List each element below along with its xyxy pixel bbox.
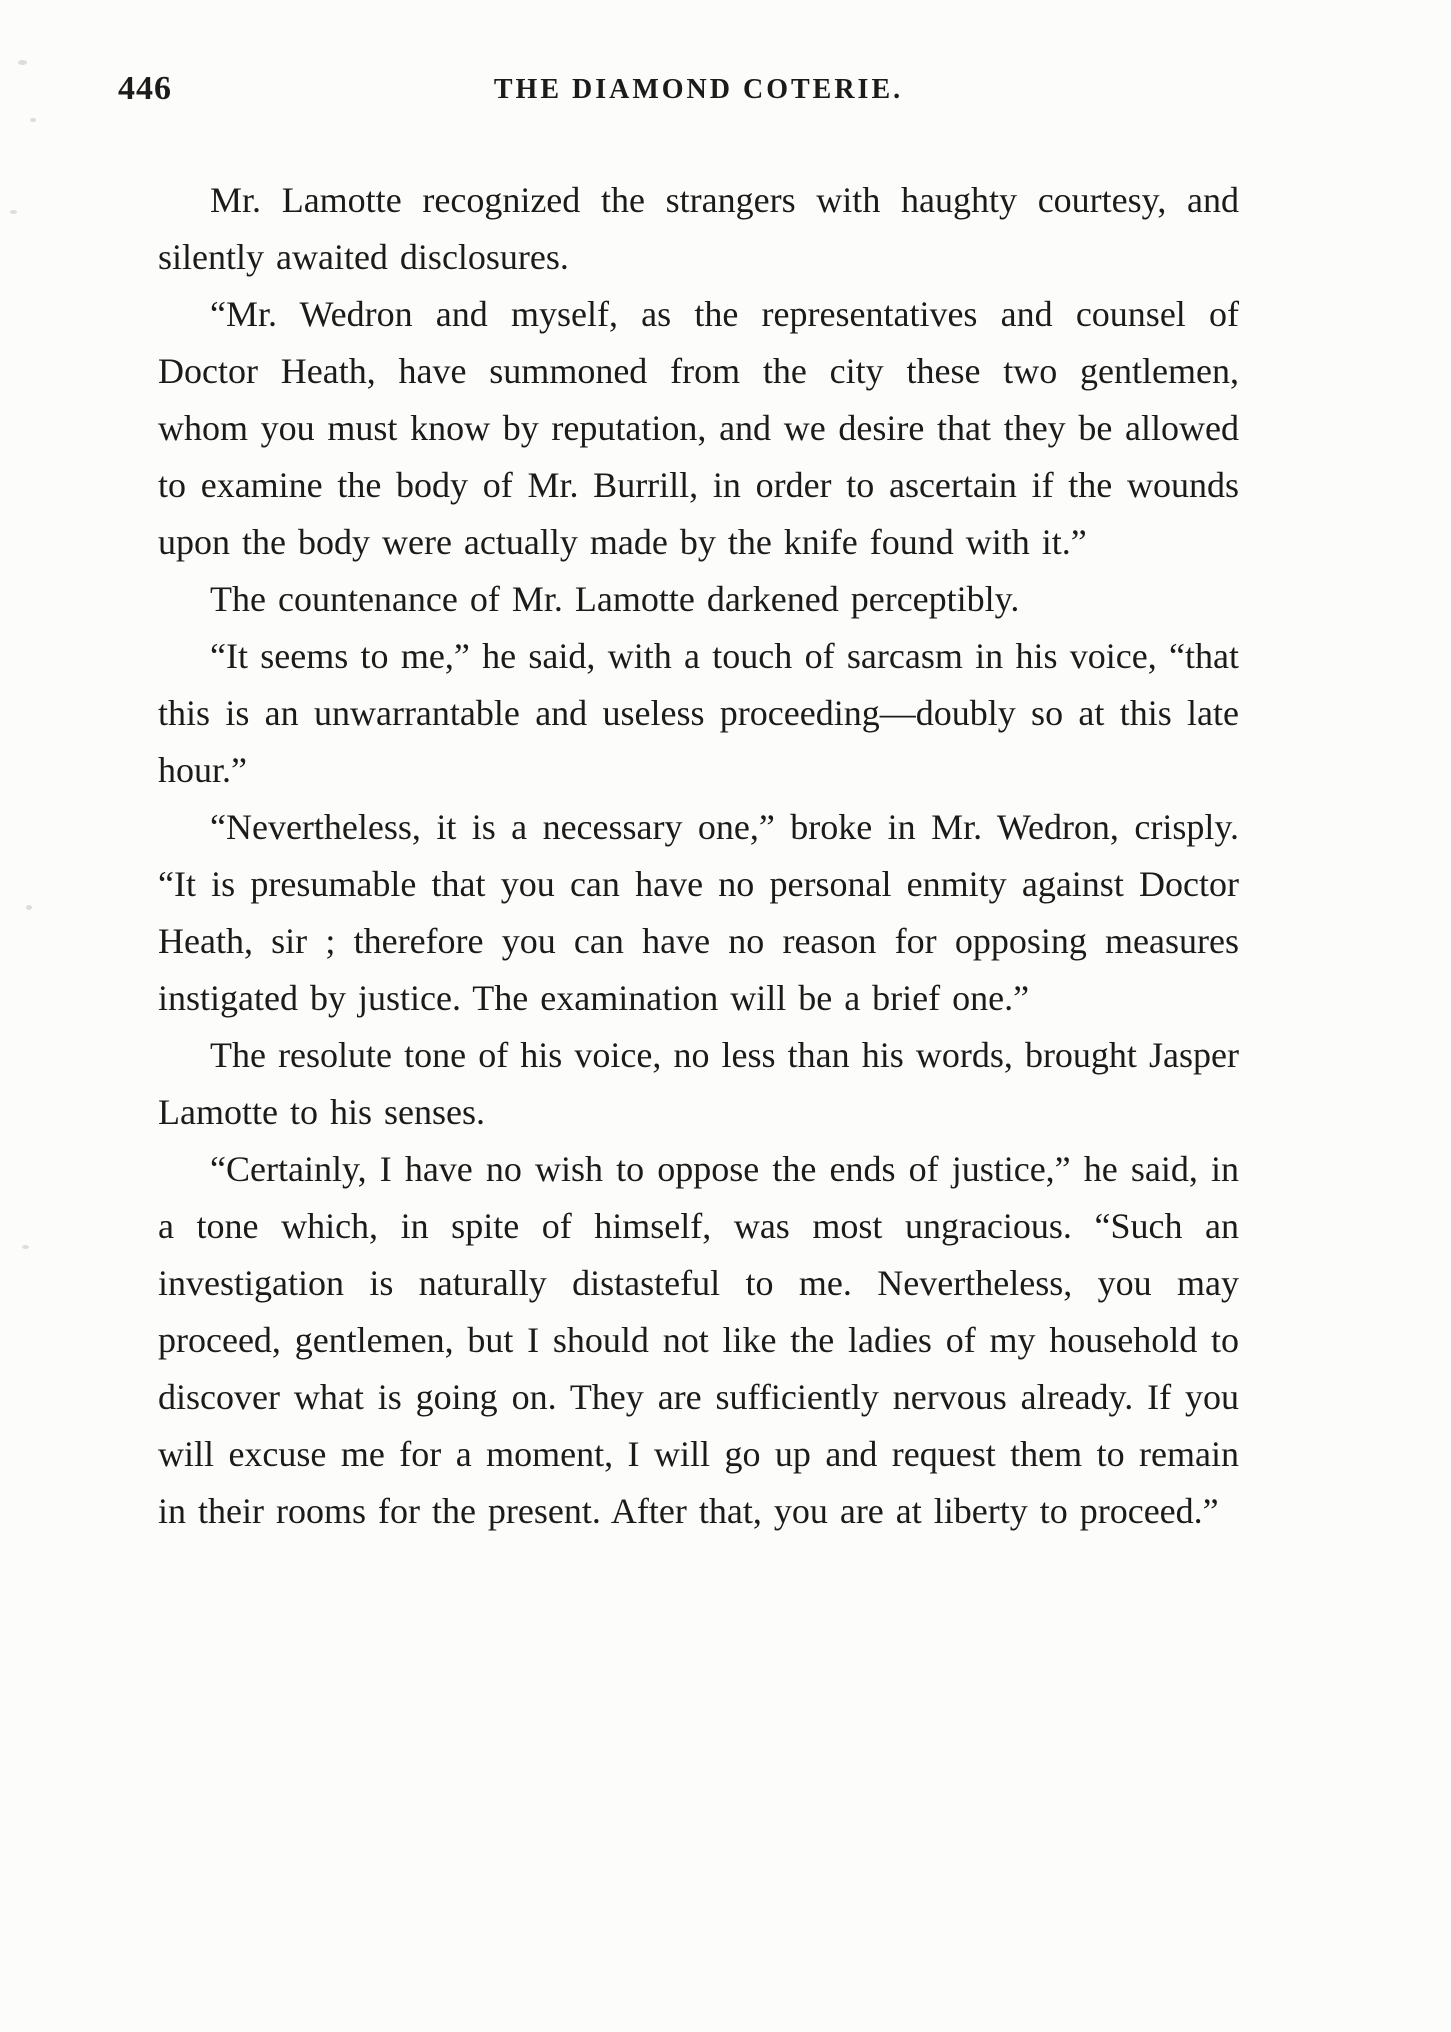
scan-artifact <box>10 210 17 214</box>
page-number: 446 <box>118 70 172 107</box>
scan-artifact <box>30 118 36 122</box>
scan-artifact <box>22 1245 29 1249</box>
scan-artifact <box>18 60 27 65</box>
paragraph: “Certainly, I have no wish to oppose the ends of justice,” he said, in a tone which, in spite of himself, was most ungracious. “Such an investigation is naturally distasteful to me. Nevertheless, you may proceed, gentlemen, but I should not like the ladies of my household to discover what is going on. They are sufficiently nervous already. If you will excuse me for a moment, I will go up and request them to remain in their rooms for the present. After that, you are at liberty to proceed.” <box>158 1149 1239 1531</box>
scan-artifact <box>26 905 32 910</box>
paragraph: “It seems to me,” he said, with a touch of sarcasm in his voice, “that this is an unwarrantable and useless proceeding—doubly so at this late hour.” <box>158 636 1239 790</box>
page-body <box>158 172 1239 1540</box>
paragraph: The countenance of Mr. Lamotte darkened perceptibly. <box>210 579 1020 619</box>
paragraph: “Nevertheless, it is a necessary one,” broke in Mr. Wedron, crisply. “It is presumable that you can have no personal enmity against Doctor Heath, sir ; therefore you can have no reason for opposing measures instigated by justice. The examination will be a brief one.” <box>158 807 1239 1018</box>
paragraph: The resolute tone of his voice, no less than his words, brought Jasper Lamotte to his senses. <box>158 1035 1239 1132</box>
paragraph: Mr. Lamotte recognized the strangers with haughty courtesy, and silently awaited disclosures. <box>158 180 1239 277</box>
paragraph: “Mr. Wedron and myself, as the representatives and counsel of Doctor Heath, have summoned from the city these two gentlemen, whom you must know by reputation, and we desire that they be allowed to examine the body of Mr. Burrill, in order to ascertain if the wounds upon the body were actually made by the knife found with it.” <box>158 294 1239 562</box>
running-title: THE DIAMOND COTERIE. <box>493 74 904 105</box>
running-head <box>118 70 1239 116</box>
